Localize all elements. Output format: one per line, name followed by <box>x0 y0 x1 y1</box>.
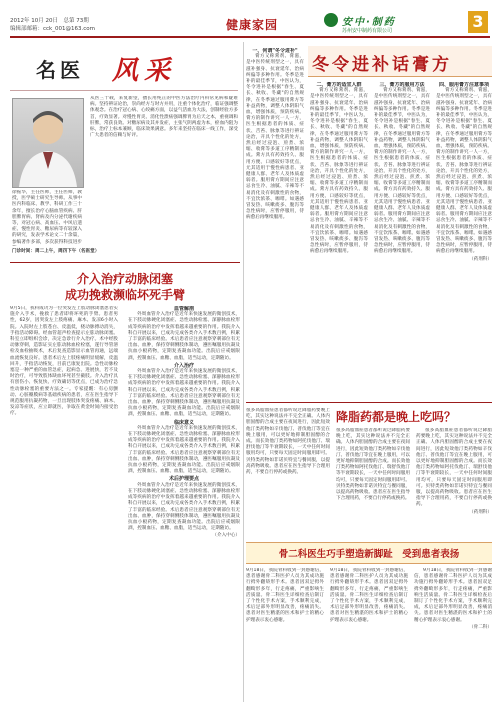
gaofang-col4 <box>436 82 492 398</box>
lipid-col2: 很多高脂血症患者都听说过降脂药要晚上吃，其实这种说法并不完全正确。人体内胆固醇的合成主要在夜间进行，因此短效他汀类药物如辛伐他汀、普伐他汀等宜在晚上服用，可以更好地抑制胆固醇的合成。而长效他汀类药物如阿托伐他汀、瑞舒伐他汀等半衰期较长，一天中任何时间服用均可，只要每天固定时间服用即可。贝特类药物如非诺贝特宜与餐同服，以提高药物吸收。患者应在医生指导下合理用药，不要自行停药或换药。 <box>336 428 410 502</box>
profile-title-accent: 风采 <box>112 56 177 86</box>
gaofang-title: 冬令进补话膏方 <box>312 55 452 75</box>
subheading: 术后护理要点 <box>168 476 199 483</box>
lipid-col1: 很多高脂血症患者都听说过降脂药要晚上吃，其实这种说法并不完全正确。人体内胆固醇的合成主要在夜间进行，因此短效他汀类药物如辛伐他汀、普伐他汀等宜在晚上服用，可以更好地抑制胆固醇的合成。而长效他汀类药物如阿托伐他汀、瑞舒伐他汀等半衰期较长，一天中任何时间服用均可，只要每天固定时间服用即可。贝特类药物如非诺贝特宜与餐同服，以提高药物吸收。患者应在医生指导下合理用药，不要自行停药或换药。 <box>246 408 330 476</box>
paragraph: 外周血管介入治疗是近年来快速发展的微创技术，在下肢动脉硬化闭塞症、急性动脉栓塞、深静脉血栓形成等疾病的治疗中发挥着越来越重要的作用。我院介入科自开展以来，已成功完成各类介入手术数百例，积累了丰富的临床经验。术后患者应注意观察穿刺部位有无出血、血肿，保持穿刺侧肢体制动，遵医嘱服用抗凝及抗血小板药物，定期复查凝血功能。出院后应戒烟限酒，控制血压、血糖、血脂，适当运动，定期随访。 <box>128 425 240 475</box>
article-divider <box>10 262 240 263</box>
article-author: （药剂科） <box>469 509 492 515</box>
article-body-col2 <box>128 306 240 696</box>
article-divider <box>246 402 492 403</box>
paragraph: 外周血管介入治疗是近年来快速发展的微创技术，在下肢动脉硬化闭塞症、急性动脉栓塞、深静脉血栓形成等疾病的治疗中发挥着越来越重要的作用。我院介入科自开展以来，已成功完成各类介入手术数百例，积累了丰富的临床经验。术后患者应注意观察穿刺部位有无出血、血肿，保持穿刺侧肢体制动，遵医嘱服用抗凝及抗血小板药物，定期复查凝血功能。出院后应戒烟限酒，控制血压、血糖、血脂，适当运动，定期随访。 <box>128 312 240 361</box>
paragraph: 外周血管介入治疗是近年来快速发展的微创技术，在下肢动脉硬化闭塞症、急性动脉栓塞、深静脉血栓形成等疾病的治疗中发挥着越来越重要的作用。我院介入科自开展以来，已成功完成各类介入手术数百例，积累了丰富的临床经验。术后患者应注意观察穿刺部位有无出血、血肿，保持穿刺侧肢体制动，遵医嘱服用抗凝及抗血小板药物，定期复查凝血功能。出院后应戒烟限酒，控制血压、血糖、血脂，适当运动，定期随访。 <box>128 482 240 532</box>
paragraph: 膏方又称膏剂、膏滋，是中医传统剂型之一，具有滋补强身、抗衰延年、治病纠偏等多种作用。冬季是进补的最佳季节，中医认为，冬令进补是根据"春生、夏长、秋收、冬藏"的自然规律，在冬季通过服用膏方等补益药物，调整人体阴阳气血，增强体质，预防疾病。膏方的制作讲究一人一方，医生根据患者的体质、症状、舌苔、脉象等进行辨证论治，开具个性化的处方，然后经过浸泡、煎煮、浓缩、收膏等多道工序精制而成。膏方具有药效持久、服用方便、口感较好等优点，尤其适用于慢性病患者、亚健康人群、老年人及体质虚弱者。服用膏方期间应注意忌食生冷、油腻、辛辣等不易消化及有刺激性的食物，不宜饮浓茶、咖啡。如遇感冒发热、咳嗽痰多、腹泻等急性病时，应暂停服用，待病愈后再继续服用。 <box>436 88 492 255</box>
column-divider <box>243 42 244 702</box>
paragraph: 膏方又称膏剂、膏滋，是中医传统剂型之一，具有滋补强身、抗衰延年、治病纠偏等多种作用。冬季是进补的最佳季节，中医认为，冬令进补是根据"春生、夏长、秋收、冬藏"的自然规律，在冬季通过服用膏方等补益药物，调整人体阴阳气血，增强体质，预防疾病。膏方的制作讲究一人一方，医生根据患者的体质、症状、舌苔、脉象等进行辨证论治，开具个性化的处方，然后经过浸泡、煎煮、浓缩、收膏等多道工序精制而成。膏方具有药效持久、服用方便、口感较好等优点，尤其适用于慢性病患者、亚健康人群、老年人及体质虚弱者。服用膏方期间应注意忌食生冷、油腻、辛辣等不易消化及有刺激性的食物，不宜饮浓茶、咖啡。如遇感冒发热、咳嗽痰多、腹泻等急性病时，应暂停服用，待病愈后再继续服用。 <box>246 54 304 221</box>
ortho-col3 <box>414 568 492 700</box>
ortho-col1: 9月18日，我院骨科收到一封感谢信，患者感谢骨二科医护人员为其成功施行拇外翻矫形手术。患者因双足拇外翻畸形多年，行走疼痛，严重影响生活质量。骨二科医生详细检查后制订了个性化手术方案，手术顺利完成，术后足部外形明显改善，疼痛消失。患者对医生精湛的医术和护士的精心护理表示衷心感谢。 <box>246 568 324 623</box>
article-lipid <box>246 402 492 538</box>
subheading: 临床意义 <box>173 419 194 426</box>
article-orthopedics <box>246 542 492 702</box>
doctor-photo <box>12 98 84 188</box>
article-gaofang <box>246 42 492 402</box>
article-author: （骨二科） <box>469 624 492 630</box>
profile-section <box>10 42 240 257</box>
subheading: 二、膏方的适宜人群 <box>316 82 362 88</box>
article-author: （介入中心） <box>212 533 240 539</box>
article-title-line1: 介入治疗动脉闭塞 <box>76 272 173 286</box>
article-author: （药剂科） <box>469 256 492 262</box>
article-title-line2: 成功挽救濒临坏死手臂 <box>64 288 185 302</box>
subheading: 四、服用膏方注意事项 <box>438 82 489 88</box>
subheading: 一、何谓"冬令进补" <box>252 48 298 54</box>
profile-column-text: 从医三十载，来复新望，擅长用纯正的中医方法治疗内科常见病和疑难病。坚持辨证论治，崇尚经方与时方并用，注重个体化治疗，临证强调整体观念。在治疗冠心病、心绞痛方面，以益气活血为大法，创制经验方多首，疗效显著。对慢性胃炎、消化性溃疡强调脾胃为后天之本，重视调和肝脾，常获良效。对糖尿病及其并发症，主张气阴两虚为本，瘀血内阻为标，治疗上标本兼顾，临床效果满意。多年来坚持在临床一线工作，深受广大患者的信赖与好评。 <box>90 96 238 139</box>
subheading: 介入治疗 <box>173 362 194 369</box>
lipid-title: 降脂药都是晚上吃吗？ <box>336 410 457 424</box>
brand-logo-icon <box>324 13 338 27</box>
paragraph: 9月18日，我院骨科收到一封感谢信，患者感谢骨二科医护人员为其成功施行拇外翻矫形手术。患者因双足拇外翻畸形多年，行走疼痛，严重影响生活质量。骨二科医生详细检查后制订了个性化手术方案，手术顺利完成，术后足部外形明显改善，疼痛消失。患者对医生精湛的医术和护士的精心护理表示衷心感谢。 <box>414 568 492 623</box>
article-interventional <box>10 262 240 702</box>
paragraph: 膏方又称膏剂、膏滋，是中医传统剂型之一，具有滋补强身、抗衰延年、治病纠偏等多种作用。冬季是进补的最佳季节，中医认为，冬令进补是根据"春生、夏长、秋收、冬藏"的自然规律，在冬季通过服用膏方等补益药物，调整人体阴阳气血，增强体质，预防疾病。膏方的制作讲究一人一方，医生根据患者的体质、症状、舌苔、脉象等进行辨证论治，开具个性化的处方，然后经过浸泡、煎煮、浓缩、收膏等多道工序精制而成。膏方具有药效持久、服用方便、口感较好等优点，尤其适用于慢性病患者、亚健康人群、老年人及体质虚弱者。服用膏方期间应注意忌食生冷、油腻、辛辣等不易消化及有刺激性的食物，不宜饮浓茶、咖啡。如遇感冒发热、咳嗽痰多、腹泻等急性病时，应暂停服用，待病愈后再继续服用。 <box>310 88 368 255</box>
page-number: 3 <box>468 11 488 33</box>
ortho-title: 骨二科医生巧手塑造新脚趾 受到患者表扬 <box>278 549 460 560</box>
paragraph: 膏方又称膏剂、膏滋，是中医传统剂型之一，具有滋补强身、抗衰延年、治病纠偏等多种作用。冬季是进补的最佳季节，中医认为，冬令进补是根据"春生、夏长、秋收、冬藏"的自然规律，在冬季通过服用膏方等补益药物，调整人体阴阳气血，增强体质，预防疾病。膏方的制作讲究一人一方，医生根据患者的体质、症状、舌苔、脉象等进行辨证论治，开具个性化的处方，然后经过浸泡、煎煮、浓缩、收膏等多道工序精制而成。膏方具有药效持久、服用方便、口感较好等优点，尤其适用于慢性病患者、亚健康人群、老年人及体质虚弱者。服用膏方期间应注意忌食生冷、油腻、辛辣等不易消化及有刺激性的食物，不宜饮浓茶、咖啡。如遇感冒发热、咳嗽痰多、腹泻等急性病时，应暂停服用，待病愈后再继续服用。 <box>374 88 430 255</box>
masthead <box>0 0 500 42</box>
gaofang-col1 <box>246 48 304 398</box>
brand-name: 安中·制药 <box>342 17 396 28</box>
subheading: 血管解剖 <box>173 306 194 312</box>
paragraph: 外周血管介入治疗是近年来快速发展的微创技术，在下肢动脉硬化闭塞症、急性动脉栓塞、深静脉血栓形成等疾病的治疗中发挥着越来越重要的作用。我院介入科自开展以来，已成功完成各类介入手术数百例，积累了丰富的临床经验。术后患者应注意观察穿刺部位有无出血、血肿，保持穿刺侧肢体制动，遵医嘱服用抗凝及抗血小板药物，定期复查凝血功能。出院后应戒烟限酒，控制血压、血糖、血脂，适当运动，定期随访。 <box>128 369 240 418</box>
paragraph: 很多高脂血症患者都听说过降脂药要晚上吃，其实这种说法并不完全正确。人体内胆固醇的合成主要在夜间进行，因此短效他汀类药物如辛伐他汀、普伐他汀等宜在晚上服用，可以更好地抑制胆固醇的合成。而长效他汀类药物如阿托伐他汀、瑞舒伐他汀等半衰期较长，一天中任何时间服用均可，只要每天固定时间服用即可。贝特类药物如非诺贝特宜与餐同服，以提高药物吸收。患者应在医生指导下合理用药，不要自行停药或换药。 <box>416 428 492 508</box>
gaofang-col2 <box>310 82 368 398</box>
clinic-hours: 门诊时间：周二上午，周四下午（名医堂） <box>12 249 100 254</box>
lipid-col3 <box>416 428 492 534</box>
section-title: 健康家园 <box>226 18 279 32</box>
header-rule <box>10 36 490 38</box>
profile-title-main: 名医 <box>36 58 84 82</box>
issue-date: 2012年 10月 20日 总第 73期 <box>10 18 89 24</box>
gaofang-col3 <box>374 82 430 398</box>
article-body-col1: 9月5日，我科成功为一位突发左上肢动脉闭塞患者实施介入手术，挽救了患者即将坏死的手臂。患者男性，62岁，因突发左上肢疼痛、麻木、发凉6小时入院。入院时左上肢苍白、皮温低，桡动脉搏动消失，手指活动障碍。经血管超声检查提示左肱动脉闭塞。科室立即组织会诊，决定急诊行介入治疗。术中经股动脉穿刺，造影证实左肱动脉血栓栓塞，遂行导管溶栓及血栓抽吸术，术后复查造影显示血管再通，远端血流恢复良好。患者术后左上肢疼痛明显缓解，皮温回升，手指活动恢复，目前已康复出院。急性动脉栓塞是一种严重的血管急症，起病急、进展快，若不及时治疗，可导致肢体缺血坏死甚至截肢。介入治疗具有创伤小、恢复快、疗效确切等优点，已成为治疗急性动脉栓塞的重要方法之一。专家提醒：有心房颤动、心脏瓣膜病等基础疾病的患者，应在医生指导下规范服用抗凝药物，一旦出现肢体突发疼痛、麻木、发凉等症状，应立即就医，争取在黄金时间内接受治疗。 <box>10 306 118 417</box>
brand-subtitle: 苏州安中制药有限公司 <box>342 28 393 34</box>
editor-email: 编辑部邮箱：cck_001@163.com <box>10 26 95 32</box>
subheading: 三、膏方的服用方法 <box>379 82 425 88</box>
ortho-col2: 9月18日，我院骨科收到一封感谢信，患者感谢骨二科医护人员为其成功施行拇外翻矫形手术。患者因双足拇外翻畸形多年，行走疼痛，严重影响生活质量。骨二科医生详细检查后制订了个性化手术方案，手术顺利完成，术后足部外形明显改善，疼痛消失。患者对医生精湛的医术和护士的精心护理表示衷心感谢。 <box>330 568 408 623</box>
doctor-bio: 徐振华，主任医师，主任医师，教授，医学硕士研究生导师。从事中医内科临床、教学、科研工作三十余年，擅长治疗心脑血管疾病、肝胆脾胃病、肾病及内分泌代谢疾病等，对冠心病、高血压、中风后遗症、慢性胃炎、糖尿病等有较深入的研究，发表学术论文二十余篇，参编著作多部，多次获得科技进步 <box>12 190 82 245</box>
